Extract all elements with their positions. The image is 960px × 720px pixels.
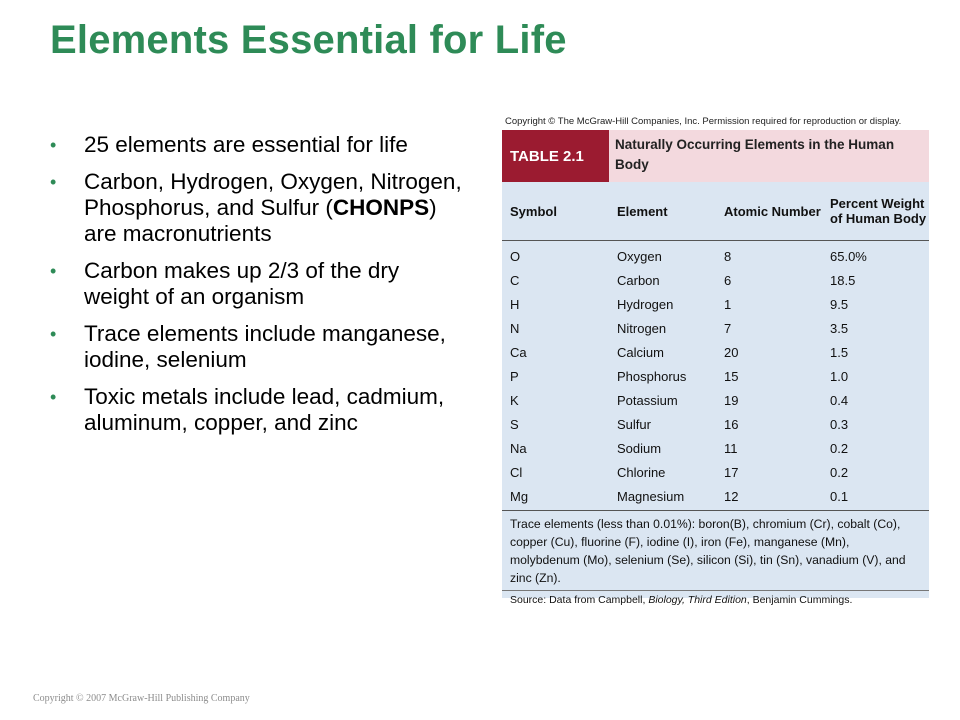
cell-symbol: Cl — [510, 464, 523, 480]
bullet-text: Carbon makes up 2/3 of the dry weight of an organism — [84, 258, 400, 309]
cell-symbol: O — [510, 248, 521, 264]
table-body — [502, 241, 929, 508]
cell-symbol: N — [510, 320, 520, 336]
table-caption: Naturally Occurring Elements in the Human Body — [609, 130, 929, 182]
cell-element: Phosphorus — [617, 368, 687, 384]
cell-percent-weight: 0.4 — [830, 392, 849, 408]
bullet-list — [50, 132, 465, 447]
cell-element: Hydrogen — [617, 296, 674, 312]
table-label: TABLE 2.1 — [502, 130, 609, 182]
cell-symbol: C — [510, 272, 520, 288]
table-row — [502, 316, 929, 340]
bullet-item — [50, 169, 465, 247]
cell-symbol: Na — [510, 440, 527, 456]
cell-atomic-number: 11 — [724, 440, 738, 456]
cell-symbol: K — [510, 392, 519, 408]
elements-table-figure — [502, 113, 929, 606]
cell-percent-weight: 18.5 — [830, 272, 856, 288]
table-row — [502, 244, 929, 268]
bullet-item — [50, 132, 465, 158]
figure-copyright: Copyright © The McGraw-Hill Companies, Inc. Permission required for reproduction or display. — [502, 113, 929, 130]
cell-element: Sodium — [617, 440, 662, 456]
table-row — [502, 484, 929, 508]
source-text: Source: Data from Campbell, — [510, 594, 649, 606]
bullet-item — [50, 321, 465, 373]
cell-symbol: H — [510, 296, 520, 312]
bullet-marker: • — [50, 324, 57, 344]
cell-percent-weight: 65.0% — [830, 248, 867, 264]
source-book-title: Biology, Third Edition — [648, 594, 747, 606]
column-header: Atomic Number — [724, 203, 821, 219]
cell-percent-weight: 0.2 — [830, 464, 849, 480]
cell-atomic-number: 1 — [724, 296, 732, 312]
table-row — [502, 412, 929, 436]
trace-elements-note: Trace elements (less than 0.01%): boron(B), chromium (Cr), cobalt (Co), copper (Cu), fluorine (F), iodine (I), iron (Fe), manganese (Mn), molybdenum (Mo), selenium (Se), silicon (Si), tin (Sn), vanadium (V), and zinc (Zn). — [502, 510, 929, 587]
table-column-headers — [502, 182, 929, 241]
cell-element: Potassium — [617, 392, 678, 408]
table-row — [502, 460, 929, 484]
cell-symbol: Ca — [510, 344, 527, 360]
cell-percent-weight: 0.1 — [830, 488, 849, 504]
cell-percent-weight: 1.5 — [830, 344, 849, 360]
slide-footer-copyright: Copyright © 2007 McGraw-Hill Publishing Company — [33, 693, 250, 704]
cell-atomic-number: 7 — [724, 320, 732, 336]
bullet-marker: • — [50, 261, 57, 281]
cell-symbol: Mg — [510, 488, 529, 504]
column-header: Element — [617, 203, 668, 219]
bullet-item — [50, 258, 465, 310]
bullet-text: ) are macronutrients — [84, 195, 437, 246]
cell-element: Carbon — [617, 272, 660, 288]
cell-percent-weight: 1.0 — [830, 368, 849, 384]
slide-title: Elements Essential for Life — [50, 18, 567, 62]
cell-atomic-number: 17 — [724, 464, 739, 480]
cell-percent-weight: 9.5 — [830, 296, 849, 312]
table-row — [502, 268, 929, 292]
bullet-text: Carbon, Hydrogen, Oxygen, Nitrogen, Phosphorus, and Sulfur ( — [84, 169, 462, 220]
cell-percent-weight: 0.3 — [830, 416, 849, 432]
cell-element: Oxygen — [617, 248, 662, 264]
table-row — [502, 388, 929, 412]
cell-element: Nitrogen — [617, 320, 667, 336]
cell-element: Sulfur — [617, 416, 651, 432]
cell-element: Chlorine — [617, 464, 666, 480]
column-header: Symbol — [510, 203, 557, 219]
bullet-item — [50, 384, 465, 436]
cell-symbol: P — [510, 368, 519, 384]
cell-percent-weight: 0.2 — [830, 440, 849, 456]
cell-atomic-number: 12 — [724, 488, 739, 504]
bullet-marker: • — [50, 172, 57, 192]
bullet-bold-acronym: CHONPS — [332, 195, 430, 220]
source-text: , Benjamin Cummings. — [746, 594, 853, 606]
table-source — [502, 590, 929, 609]
cell-element: Calcium — [617, 344, 664, 360]
cell-atomic-number: 15 — [724, 368, 739, 384]
column-header: Percent Weight of Human Body — [830, 196, 927, 226]
cell-atomic-number: 8 — [724, 248, 732, 264]
cell-symbol: S — [510, 416, 519, 432]
table-row — [502, 292, 929, 316]
bullet-text: 25 elements are essential for life — [84, 132, 408, 157]
cell-atomic-number: 6 — [724, 272, 732, 288]
bullet-text: Trace elements include manganese, iodine, selenium — [84, 321, 446, 372]
cell-atomic-number: 19 — [724, 392, 739, 408]
bullet-marker: • — [50, 135, 57, 155]
table-row — [502, 436, 929, 460]
table-row — [502, 364, 929, 388]
cell-atomic-number: 16 — [724, 416, 739, 432]
bullet-marker: • — [50, 387, 57, 407]
cell-atomic-number: 20 — [724, 344, 739, 360]
cell-element: Magnesium — [617, 488, 685, 504]
table-header-band — [502, 130, 929, 182]
cell-percent-weight: 3.5 — [830, 320, 849, 336]
table-row — [502, 340, 929, 364]
bullet-text: Toxic metals include lead, cadmium, aluminum, copper, and zinc — [84, 384, 445, 435]
